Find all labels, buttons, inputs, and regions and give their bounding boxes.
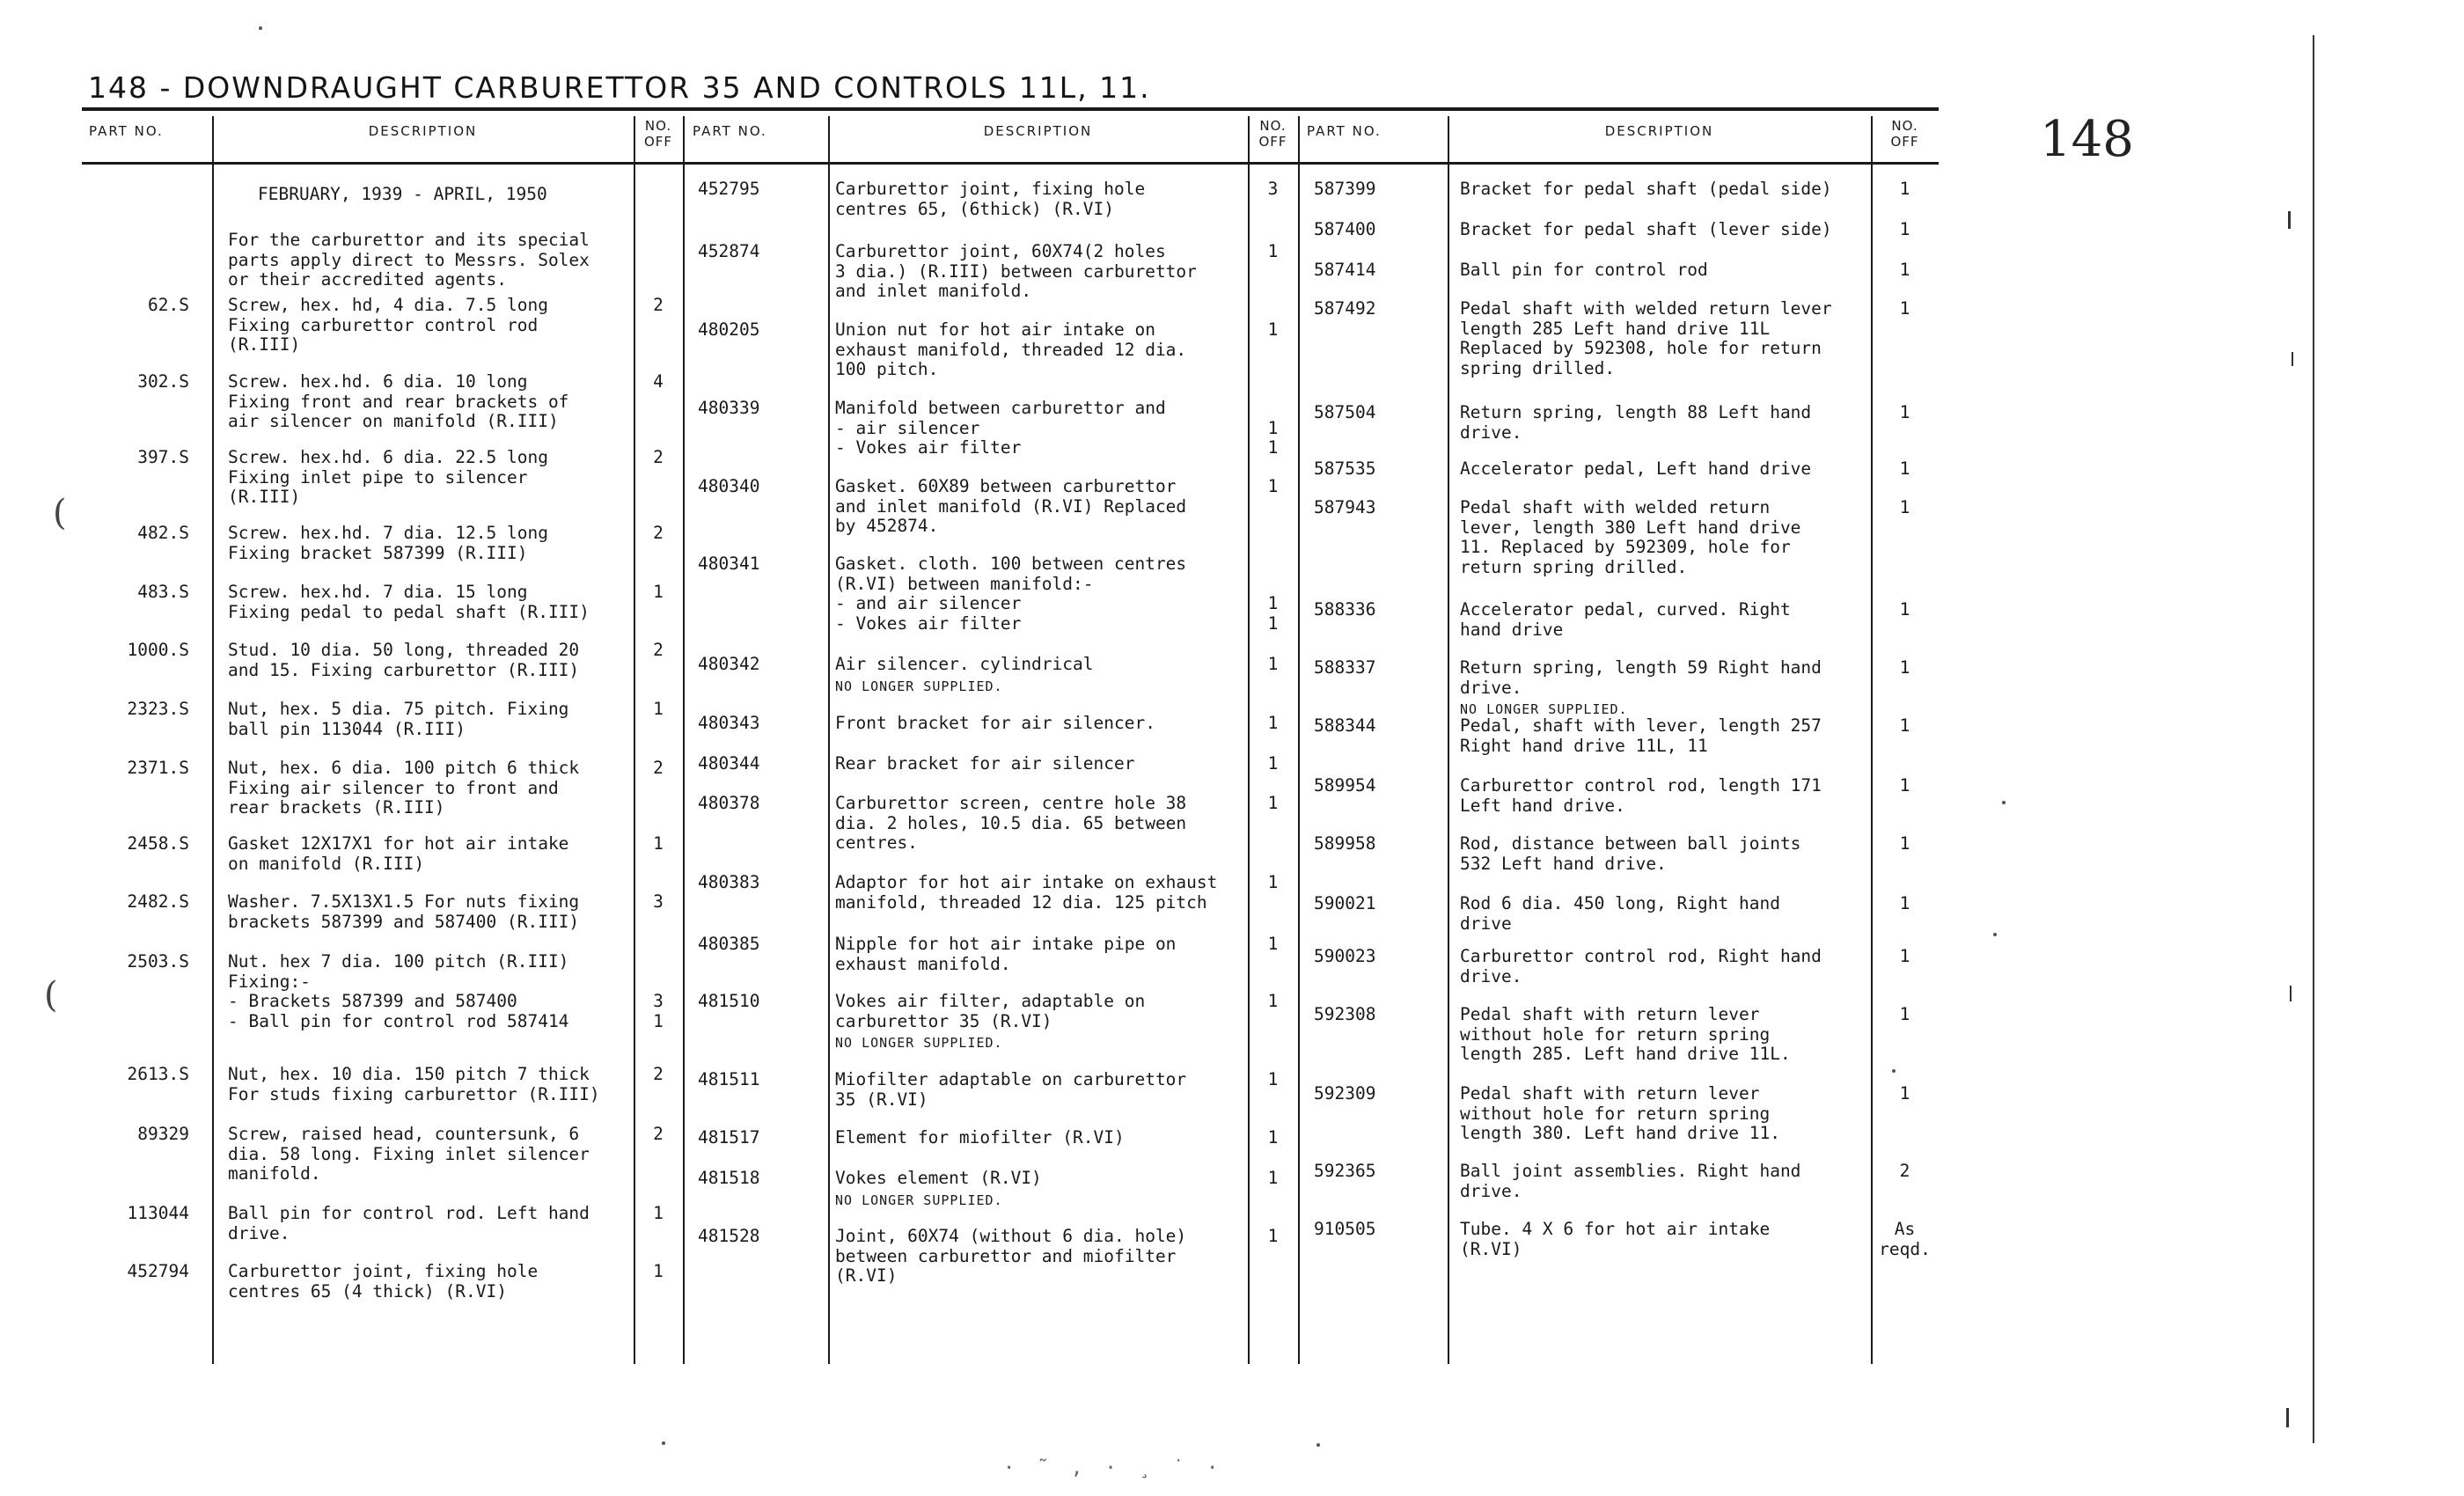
quantity: 1 bbox=[1267, 1226, 1279, 1246]
part-description: Rod 6 dia. 450 long, Right hand drive bbox=[1460, 893, 1780, 934]
table-top-rule bbox=[82, 107, 1939, 111]
part-description: Pedal, shaft with lever, length 257 Right hand drive 11L, 11 bbox=[1460, 715, 1822, 756]
part-description: Accelerator pedal, Left hand drive bbox=[1460, 458, 1812, 479]
part-description: Screw. hex.hd. 6 dia. 10 long Fixing front and rear brackets of air silencer on manifold (R.III) bbox=[228, 371, 569, 431]
quantity: 1 bbox=[1899, 260, 1910, 280]
header-rule bbox=[82, 162, 1939, 165]
header-part-no: PART NO. bbox=[89, 123, 164, 139]
quantity: 1 bbox=[1267, 476, 1279, 496]
part-description: Gasket 12X17X1 for hot air intake on manifold (R.III) bbox=[228, 833, 569, 874]
part-description: Stud. 10 dia. 50 long, threaded 20 and 15. Fixing carburettor (R.III) bbox=[228, 640, 580, 680]
quantity: 1 bbox=[653, 833, 664, 854]
part-description: Carburettor joint, fixing hole centres 65 (4 thick) (R.VI) bbox=[228, 1261, 539, 1302]
quantity: 1 1 bbox=[1267, 593, 1279, 634]
part-description: Return spring, length 59 Right hand drive. bbox=[1460, 657, 1822, 698]
part-description: Joint, 60X74 (without 6 dia. hole) between carburettor and miofilter (R.VI) bbox=[835, 1226, 1187, 1286]
quantity: 1 bbox=[1899, 1004, 1910, 1024]
part-number: 588336 bbox=[1314, 599, 1376, 620]
quantity: 2 bbox=[653, 295, 664, 315]
part-description: Adaptor for hot air intake on exhaust manifold, threaded 12 dia. 125 pitch bbox=[835, 872, 1218, 913]
part-description: Union nut for hot air intake on exhaust manifold, threaded 12 dia. 100 pitch. bbox=[835, 319, 1187, 379]
part-number: 62.S bbox=[148, 295, 189, 315]
part-description: Ball joint assemblies. Right hand drive. bbox=[1460, 1161, 1801, 1201]
quantity: 1 bbox=[1899, 402, 1910, 422]
header-description: DESCRIPTION bbox=[983, 123, 1093, 139]
speck bbox=[1993, 933, 1997, 936]
quantity: 1 bbox=[1267, 872, 1279, 892]
part-number: 587535 bbox=[1314, 458, 1376, 479]
quantity: 2 bbox=[653, 1124, 664, 1144]
part-description: Nut, hex. 5 dia. 75 pitch. Fixing ball pin 113044 (R.III) bbox=[228, 699, 569, 739]
part-description: Gasket. 60X89 between carburettor and inlet manifold (R.VI) Replaced by 452874. bbox=[835, 476, 1187, 536]
part-number: 480340 bbox=[698, 476, 760, 496]
supply-note: NO LONGER SUPPLIED. bbox=[835, 1192, 1003, 1208]
part-description: Rear bracket for air silencer bbox=[835, 753, 1135, 774]
part-number: 481510 bbox=[698, 991, 760, 1011]
part-description: Pedal shaft with return lever without hole for return spring length 285. Left hand drive 11L. bbox=[1460, 1004, 1791, 1064]
part-number: 480205 bbox=[698, 319, 760, 340]
quantity: 1 bbox=[1899, 775, 1910, 796]
margin-tick bbox=[2286, 1408, 2289, 1427]
part-number: 590021 bbox=[1314, 893, 1376, 913]
part-number: 397.S bbox=[137, 447, 189, 467]
part-number: 481528 bbox=[698, 1226, 760, 1246]
part-description: Pedal shaft with return lever without hole for return spring length 380. Left hand drive 11. bbox=[1460, 1083, 1780, 1143]
quantity: 2 bbox=[653, 640, 664, 660]
quantity: 1 bbox=[1899, 458, 1910, 479]
quantity: 1 bbox=[1899, 715, 1910, 736]
part-description: Carburettor joint, 60X74(2 holes 3 dia.) (R.III) between carburettor and inlet manifold. bbox=[835, 241, 1197, 301]
part-number: 481517 bbox=[698, 1127, 760, 1148]
part-description: Rod, distance between ball joints 532 Left hand drive. bbox=[1460, 833, 1801, 874]
part-description: Nipple for hot air intake pipe on exhaust manifold. bbox=[835, 934, 1177, 974]
part-number: 480344 bbox=[698, 753, 760, 774]
part-number: 482.S bbox=[137, 523, 189, 543]
quantity: 1 bbox=[1899, 946, 1910, 966]
part-description: Air silencer. cylindrical bbox=[835, 654, 1094, 674]
supply-note: NO LONGER SUPPLIED. bbox=[1460, 701, 1628, 717]
part-number: 480378 bbox=[698, 793, 760, 813]
part-number: 587492 bbox=[1314, 298, 1376, 319]
part-number: 452874 bbox=[698, 241, 760, 261]
part-description: Element for miofilter (R.VI) bbox=[835, 1127, 1125, 1148]
margin-tick bbox=[2292, 352, 2293, 366]
part-number: 2458.S bbox=[127, 833, 189, 854]
part-description: Screw. hex.hd. 7 dia. 12.5 long Fixing bracket 587399 (R.III) bbox=[228, 523, 548, 563]
quantity: As reqd. bbox=[1879, 1219, 1931, 1259]
part-description: Carburettor screen, centre hole 38 dia. 2 holes, 10.5 dia. 65 between centres. bbox=[835, 793, 1187, 853]
part-number: 588344 bbox=[1314, 715, 1376, 736]
supply-note: NO LONGER SUPPLIED. bbox=[835, 1035, 1003, 1051]
part-number: 589958 bbox=[1314, 833, 1376, 854]
quantity: 2 bbox=[653, 758, 664, 778]
quantity: 2 bbox=[653, 447, 664, 467]
quantity: 1 bbox=[1267, 991, 1279, 1011]
part-description: Bracket for pedal shaft (pedal side) bbox=[1460, 179, 1832, 199]
part-number: 592309 bbox=[1314, 1083, 1376, 1104]
binding-mark: ( bbox=[44, 975, 58, 1016]
parts-table bbox=[82, 107, 1939, 1366]
part-description: Pedal shaft with welded return lever, length 380 Left hand drive 11. Replaced by 592309, hole for return spring drilled. bbox=[1460, 497, 1801, 577]
part-number: 480383 bbox=[698, 872, 760, 892]
part-number: 480385 bbox=[698, 934, 760, 954]
part-description: Accelerator pedal, curved. Right hand drive bbox=[1460, 599, 1791, 640]
quantity: 3 bbox=[653, 891, 664, 912]
header-no-off: NO. OFF bbox=[1258, 118, 1287, 150]
quantity: 1 bbox=[1899, 893, 1910, 913]
part-description: Pedal shaft with welded return lever length 285 Left hand drive 11L Replaced by 592308, hole for return spring drilled. bbox=[1460, 298, 1832, 378]
header-part-no: PART NO. bbox=[693, 123, 767, 139]
period-heading: FEBRUARY, 1939 - APRIL, 1950 bbox=[258, 184, 547, 204]
quantity: 1 bbox=[1899, 599, 1910, 620]
part-number: 480339 bbox=[698, 398, 760, 418]
handwritten-page-number: 148 bbox=[2040, 111, 2134, 168]
quantity: 1 bbox=[1899, 833, 1910, 854]
part-number: 302.S bbox=[137, 371, 189, 392]
part-description: Manifold between carburettor and - air silencer - Vokes air filter bbox=[835, 398, 1166, 458]
part-number: 587504 bbox=[1314, 402, 1376, 422]
part-description: Screw. hex.hd. 6 dia. 22.5 long Fixing inlet pipe to silencer (R.III) bbox=[228, 447, 548, 507]
part-number: 588337 bbox=[1314, 657, 1376, 678]
quantity: 3 1 bbox=[653, 991, 664, 1031]
column-divider bbox=[1298, 116, 1300, 1364]
header-part-no: PART NO. bbox=[1307, 123, 1382, 139]
part-description: Screw, hex. hd, 4 dia. 7.5 long Fixing carburettor control rod (R.III) bbox=[228, 295, 548, 355]
part-number: 2613.S bbox=[127, 1064, 189, 1084]
quantity: 1 bbox=[1267, 1127, 1279, 1148]
part-number: 452794 bbox=[127, 1261, 189, 1281]
part-description: Vokes air filter, adaptable on carburettor 35 (R.VI) bbox=[835, 991, 1146, 1031]
column-divider bbox=[683, 116, 685, 1364]
quantity: 1 bbox=[1267, 241, 1279, 261]
part-number: 2323.S bbox=[127, 699, 189, 719]
quantity: 1 bbox=[653, 699, 664, 719]
part-number: 452795 bbox=[698, 179, 760, 199]
part-number: 483.S bbox=[137, 582, 189, 602]
part-description: Front bracket for air silencer. bbox=[835, 713, 1155, 733]
speck bbox=[1316, 1443, 1320, 1447]
header-description: DESCRIPTION bbox=[368, 123, 478, 139]
quantity: 1 bbox=[1899, 179, 1910, 199]
part-description: Return spring, length 88 Left hand drive. bbox=[1460, 402, 1812, 443]
quantity: 2 bbox=[653, 523, 664, 543]
part-description: Gasket. cloth. 100 between centres (R.VI) between manifold:- - and air silencer - Vokes air filter bbox=[835, 554, 1187, 634]
quantity: 1 bbox=[1267, 319, 1279, 340]
speck bbox=[1892, 1069, 1896, 1073]
quantity: 1 bbox=[1267, 1069, 1279, 1089]
header-description: DESCRIPTION bbox=[1604, 123, 1714, 139]
part-number: 481518 bbox=[698, 1168, 760, 1188]
quantity: 1 bbox=[1899, 219, 1910, 239]
part-number: 481511 bbox=[698, 1069, 760, 1089]
part-number: 1000.S bbox=[127, 640, 189, 660]
part-description: Vokes element (R.VI) bbox=[835, 1168, 1042, 1188]
header-no-off: NO. OFF bbox=[643, 118, 673, 150]
page-edge-line bbox=[2313, 35, 2314, 1443]
part-description: Tube. 4 X 6 for hot air intake (R.VI) bbox=[1460, 1219, 1771, 1259]
page-title: 148 - DOWNDRAUGHT CARBURETTOR 35 AND CONTROLS 11L, 11. bbox=[88, 70, 1151, 105]
quantity: 1 bbox=[1899, 298, 1910, 319]
part-number: 592308 bbox=[1314, 1004, 1376, 1024]
quantity: 1 bbox=[1267, 753, 1279, 774]
quantity: 2 bbox=[653, 1064, 664, 1084]
header-no-off: NO. OFF bbox=[1890, 118, 1919, 150]
part-description: Carburettor joint, fixing hole centres 65, (6thick) (R.VI) bbox=[835, 179, 1146, 219]
part-number: 592365 bbox=[1314, 1161, 1376, 1181]
part-number: 480341 bbox=[698, 554, 760, 574]
part-number: 587414 bbox=[1314, 260, 1376, 280]
part-description: Ball pin for control rod bbox=[1460, 260, 1708, 280]
part-description: Carburettor control rod, Right hand drive. bbox=[1460, 946, 1822, 986]
quantity: 1 bbox=[653, 582, 664, 602]
part-number: 480343 bbox=[698, 713, 760, 733]
quantity: 1 bbox=[1267, 934, 1279, 954]
quantity: 1 bbox=[653, 1261, 664, 1281]
part-description: Carburettor control rod, length 171 Left hand drive. bbox=[1460, 775, 1822, 816]
supply-note: NO LONGER SUPPLIED. bbox=[835, 678, 1003, 694]
part-description: Nut. hex 7 dia. 100 pitch (R.III) Fixing:- - Brackets 587399 and 587400 - Ball pin for control rod 587414 bbox=[228, 951, 569, 1031]
speck bbox=[2002, 801, 2006, 804]
part-number: 2482.S bbox=[127, 891, 189, 912]
quantity: 1 bbox=[1267, 713, 1279, 733]
quantity: 2 bbox=[1899, 1161, 1910, 1181]
part-description: Screw. hex.hd. 7 dia. 15 long Fixing pedal to pedal shaft (R.III) bbox=[228, 582, 590, 622]
part-number: 587400 bbox=[1314, 219, 1376, 239]
quantity: 1 1 bbox=[1267, 417, 1279, 458]
part-description: Miofilter adaptable on carburettor 35 (R.VI) bbox=[835, 1069, 1187, 1110]
speck bbox=[662, 1441, 665, 1445]
quantity: 1 bbox=[1267, 1168, 1279, 1188]
scan-noise: · ˜ ‚ · ¸ ˙ · bbox=[1003, 1457, 1224, 1479]
part-number: 910505 bbox=[1314, 1219, 1376, 1239]
part-description: Nut, hex. 6 dia. 100 pitch 6 thick Fixing air silencer to front and rear brackets (R.III) bbox=[228, 758, 580, 818]
quantity: 1 bbox=[1899, 497, 1910, 517]
binding-mark: ( bbox=[53, 493, 67, 533]
part-description: Bracket for pedal shaft (lever side) bbox=[1460, 219, 1832, 239]
quantity: 4 bbox=[653, 371, 664, 392]
margin-tick bbox=[2288, 211, 2291, 229]
quantity: 3 bbox=[1267, 179, 1279, 199]
quantity: 1 bbox=[653, 1203, 664, 1223]
part-description: Nut, hex. 10 dia. 150 pitch 7 thick For studs fixing carburettor (R.III) bbox=[228, 1064, 600, 1104]
quantity: 1 bbox=[1899, 657, 1910, 678]
part-number: 587943 bbox=[1314, 497, 1376, 517]
part-number: 589954 bbox=[1314, 775, 1376, 796]
quantity: 1 bbox=[1267, 793, 1279, 813]
margin-tick bbox=[2290, 986, 2292, 1001]
column-divider bbox=[1448, 116, 1449, 1364]
part-number: 480342 bbox=[698, 654, 760, 674]
quantity: 1 bbox=[1899, 1083, 1910, 1104]
column-divider bbox=[212, 116, 214, 1364]
column-divider bbox=[828, 116, 830, 1364]
speck bbox=[259, 26, 262, 30]
part-number: 2503.S bbox=[127, 951, 189, 972]
part-number: 89329 bbox=[137, 1124, 189, 1144]
part-number: 2371.S bbox=[127, 758, 189, 778]
part-description: Screw, raised head, countersunk, 6 dia. 58 long. Fixing inlet silencer manifold. bbox=[228, 1124, 590, 1184]
part-description: Ball pin for control rod. Left hand drive. bbox=[228, 1203, 590, 1243]
part-description: Washer. 7.5X13X1.5 For nuts fixing brackets 587399 and 587400 (R.III) bbox=[228, 891, 580, 932]
part-number: 590023 bbox=[1314, 946, 1376, 966]
part-description: For the carburettor and its special parts apply direct to Messrs. Solex or their accredited agents. bbox=[228, 230, 590, 290]
part-number: 587399 bbox=[1314, 179, 1376, 199]
quantity: 1 bbox=[1267, 654, 1279, 674]
part-number: 113044 bbox=[127, 1203, 189, 1223]
